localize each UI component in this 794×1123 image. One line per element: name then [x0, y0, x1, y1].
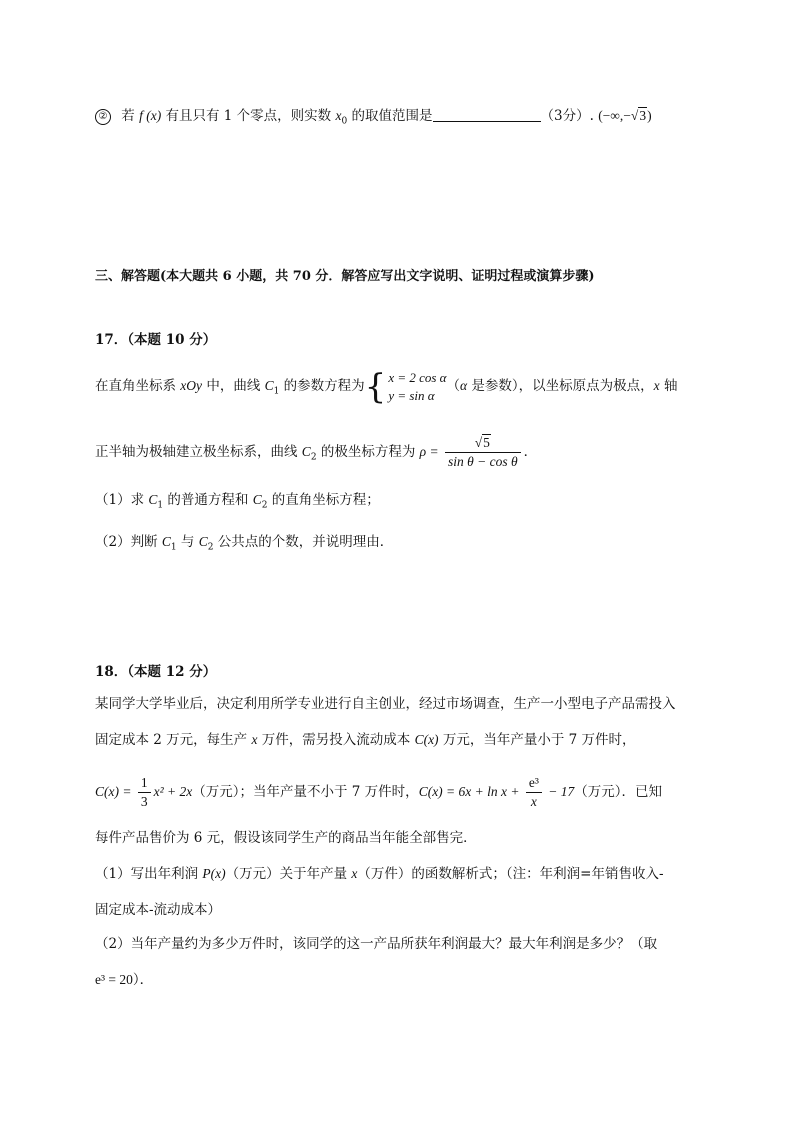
q18-header: 18．（本题 12 分）	[95, 664, 217, 680]
q18-subquestion-2: （2）当年产量约为多少万件时，该同学的这一产品所获年利润最大？最大年利润是多少？（取	[95, 936, 658, 952]
q18-line-6: 固定成本-流动成本）	[95, 902, 222, 918]
q17-header: 17．（本题 10 分）	[95, 332, 217, 348]
q18-subquestion-1: （1）写出年利润 P(x)（万元）关于年产量 x（万件）的函数解析式；（注：年利润=年销售收入-	[95, 866, 664, 882]
q17-subquestion-2: （2）判断 $C_1$ 与 $C_2$ 公共点的个数，并说明理由．	[95, 534, 394, 553]
q18-line-8: e³ = 20）．	[95, 972, 154, 988]
section-heading: 三、解答题(本大题共 6 小题，共 70 分．解答应写出文字说明、证明过程或演算步骤)	[95, 269, 595, 284]
circled-number: ②	[95, 109, 111, 125]
q18-line-2: 固定成本 2 万元，每生产 x 万件，需另投入流动成本 C(x) 万元，当年产量小于 7 万件时，	[95, 732, 636, 748]
polar-fraction: $\frac{√5}{\text{sin θ − cos θ}}$	[445, 434, 521, 471]
fraction-one-third: $\frac{1}{3}$	[138, 774, 151, 811]
q17-paragraph-1: 在直角坐标系 xOy 中，曲线 $C_1$ 的参数方程为{ x = 2 cos α y = sin α （α 是参数），以坐标原点为极点，x 轴	[95, 366, 678, 407]
answer-range: (−∞,−√3)	[598, 108, 652, 123]
q17-paragraph-2: 正半轴为极轴建立极坐标系，曲线 $C_2$ 的极坐标方程为 ρ = $\frac{√5}{\text{sin θ − cos θ}}$ ．	[95, 435, 538, 469]
answer-blank	[433, 107, 541, 122]
parametric-system: x = 2 cos α y = sin α	[388, 369, 447, 403]
q18-line-1: 某同学大学毕业后，决定利用所学专业进行自主创业，经过市场调查，生产一小型电子产品需投入	[95, 696, 676, 712]
fraction-e3-over-x: $\frac{\text{e³}}{x}$	[526, 774, 542, 811]
left-brace: {	[364, 366, 387, 407]
q17-subquestion-1: （1）求 $C_1$ 的普通方程和 $C_2$ 的直角坐标方程；	[95, 492, 380, 511]
q18-line-4: 每件产品售价为 6 元，假设该同学生产的商品当年能全部售完．	[95, 830, 477, 846]
q16-part2: ② 若 f (x) 有且只有 1 个零点，则实数 $x_0$ 的取值范围是 （3分）. (−∞,−√3)	[95, 106, 652, 132]
q18-line-3: C(x) = $\frac{1}{3}$ x² + 2x（万元）；当年产量不小于 7 万件时，C(x) = 6x + ln x + $\frac{\text{e³}}{x}$ − 17（万元）．已知	[95, 775, 663, 809]
